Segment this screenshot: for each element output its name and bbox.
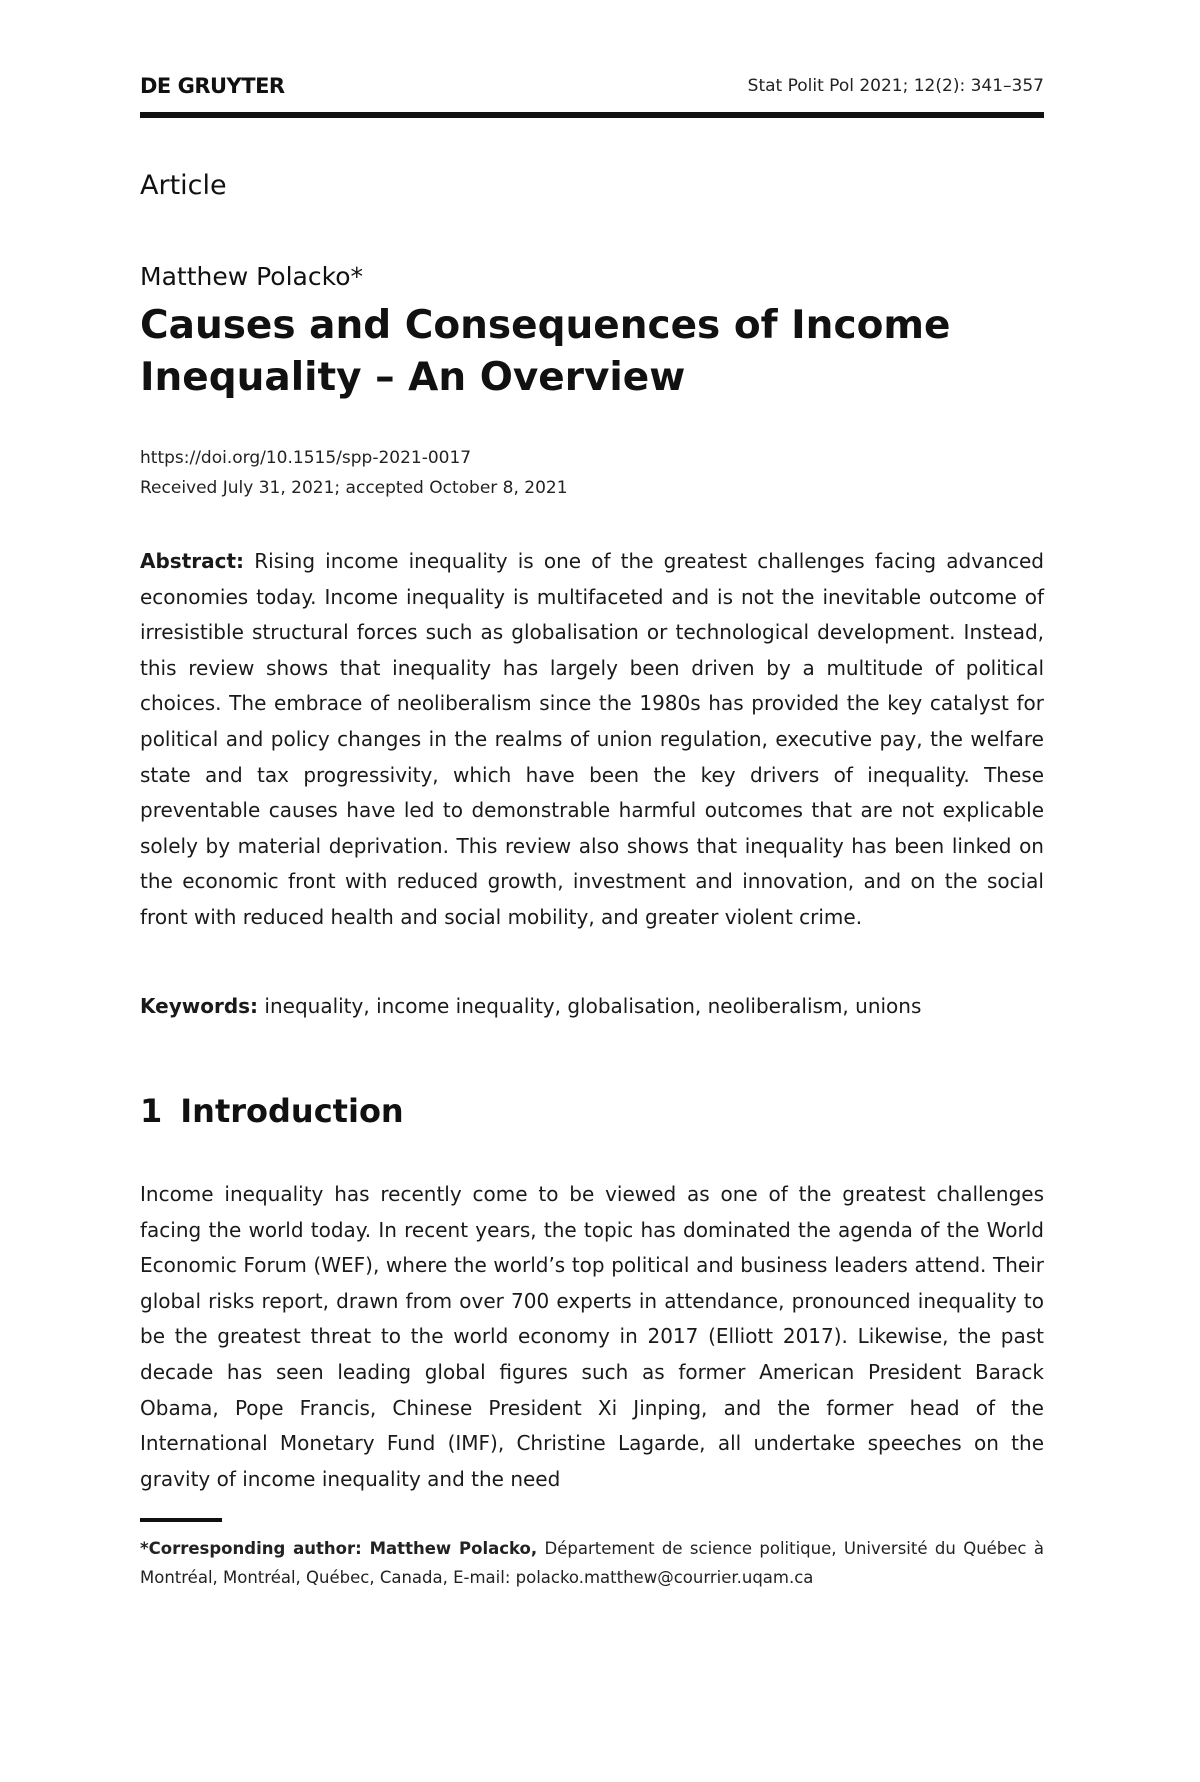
header-divider — [140, 112, 1044, 118]
email-link[interactable]: polacko.matthew@courrier.uqam.ca — [515, 1568, 814, 1587]
footnote-divider — [140, 1518, 222, 1522]
keywords-label: Keywords: — [140, 994, 259, 1018]
paper-page — [140, 0, 1044, 1782]
publisher-logo: DE GRUYTER — [140, 74, 285, 98]
article-title: Causes and Consequences of Income Inequality – An Overview — [140, 303, 951, 400]
section-title: Introduction — [180, 1092, 404, 1130]
page-header — [140, 74, 1044, 104]
section-heading — [140, 1092, 404, 1130]
article-type-label: Article — [140, 170, 227, 201]
keywords — [140, 989, 1044, 1024]
keywords-text: inequality, income inequality, globalisation, neoliberalism, unions — [258, 994, 922, 1018]
introduction-paragraph: Income inequality has recently come to be viewed as one of the greatest challenges facing the world today. In recent years, the topic has dominated the agenda of the World Economic Forum (WEF), where the world’s top political and business leaders attend. Their global risks report, drawn from over 700 experts in attendance, pronounced inequality to be the greatest threat to the world economy in 2017 (Elliott 2017). Likewise, the past decade has seen leading global figures such as former American President Barack Obama, Pope Francis, Chinese President Xi Jinping, and the former head of the International Monetary Fund (IMF), Christine Lagarde, all undertake speeches on the gravity of income inequality and the need — [140, 1182, 1044, 1491]
section-number: 1 — [140, 1092, 163, 1130]
abstract-text: Rising income inequality is one of the greatest challenges facing advanced economies today. Income inequality is multifaceted and is not the inevitable outcome of irresistible structural forces such as globalisation or technological development. Instead, this review shows that inequality has largely been driven by a multitude of political choices. The embrace of neoliberalism since the 1980s has provided the key catalyst for political and policy changes in the realms of union regulation, executive pay, the welfare state and tax progressivity, which have been the key drivers of inequality. These preventable causes have led to demonstrable harmful outcomes that are not explicable solely by material deprivation. This review also shows that inequality has been linked on the economic front with reduced growth, investment and innovation, and on the social front with reduced health and social mobility, and greater violent crime. — [140, 549, 1044, 929]
author-name: Matthew Polacko* — [140, 262, 363, 291]
corresponding-author-footnote — [140, 1534, 1044, 1592]
footnote-label: *Corresponding author: Matthew Polacko, — [140, 1539, 538, 1558]
abstract — [140, 544, 1044, 936]
received-dates: Received July 31, 2021; accepted October 8, 2021 — [140, 478, 568, 498]
footnote-affiliation: Département de science politique, Université du Québec à Montréal, Montréal, Québec, Canada, E-mail: — [140, 1539, 1044, 1587]
doi-link[interactable]: https://doi.org/10.1515/spp-2021-0017 — [140, 448, 472, 468]
journal-reference: Stat Polit Pol 2021; 12(2): 341–357 — [747, 76, 1044, 96]
abstract-label: Abstract: — [140, 549, 245, 573]
